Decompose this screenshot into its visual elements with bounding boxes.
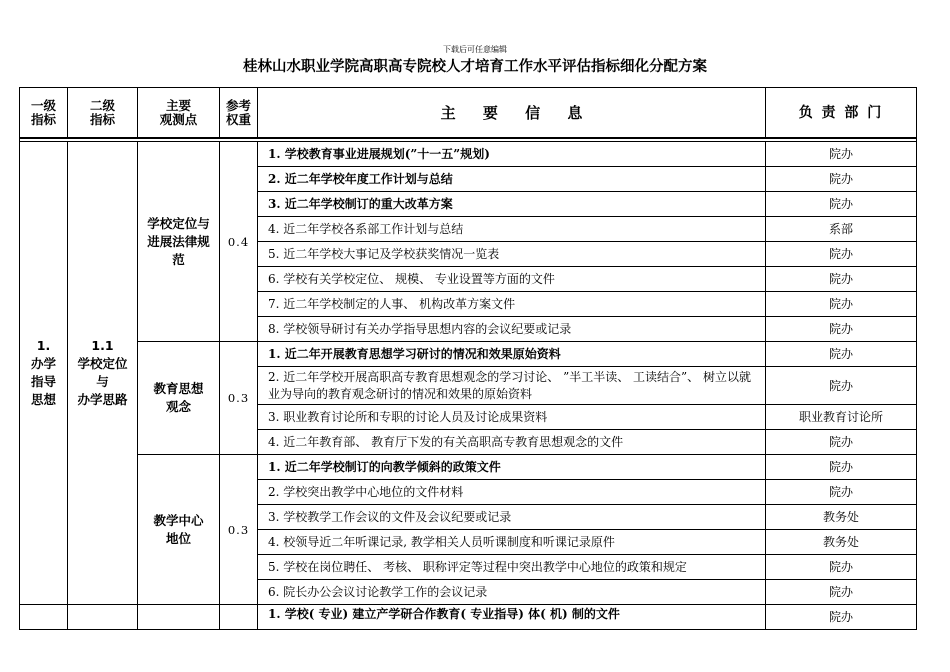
department-cell: 院办 (766, 317, 917, 342)
reference-weight: 0.3 (220, 342, 258, 455)
table-row (20, 342, 917, 367)
main-info-cell: 5. 近二年学校大事记及学校获奖情况一览表 (258, 242, 766, 267)
department-cell: 院办 (766, 142, 917, 167)
header-main-info: 主 要 信 息 (258, 88, 766, 139)
header-level2: 二级 指标 (68, 88, 138, 139)
department-cell: 院办 (766, 292, 917, 317)
department-cell: 院办 (766, 267, 917, 292)
level1-indicator: 1. 办学 指导 思想 (20, 142, 68, 605)
department-cell: 院办 (766, 242, 917, 267)
empty-cell (20, 605, 68, 630)
main-info-cell: 5. 学校在岗位聘任、 考核、 职称评定等过程中突出教学中心地位的政策和规定 (258, 555, 766, 580)
main-info-cell: 6. 院长办公会议讨论教学工作的会议记录 (258, 580, 766, 605)
main-info-cell: 6. 学校有关学校定位、 规模、 专业设置等方面的文件 (258, 267, 766, 292)
download-note: 下载后可任意编辑 (443, 45, 507, 54)
observation-point: 学校定位与 进展法律规 范 (138, 142, 220, 342)
department-cell: 院办 (766, 342, 917, 367)
main-info-cell: 2. 近二年学校年度工作计划与总结 (258, 167, 766, 192)
observation-point: 教学中心 地位 (138, 455, 220, 605)
indicator-table (19, 87, 917, 630)
main-info-cell: 1. 近二年开展教育思想学习研讨的情况和效果原始资料 (258, 342, 766, 367)
document-title: 桂林山水职业学院高职高专院校人才培育工作水平评估指标细化分配方案 (243, 59, 707, 75)
department-cell: 职业教育讨论所 (766, 405, 917, 430)
department-cell: 院办 (766, 367, 917, 405)
main-info-cell: 1. 近二年学校制订的向教学倾斜的政策文件 (258, 455, 766, 480)
main-info-cell: 2. 学校突出教学中心地位的文件材料 (258, 480, 766, 505)
header-level1: 一级 指标 (20, 88, 68, 139)
main-info-cell: 2. 近二年学校开展高职高专教育思想观念的学习讨论、 ”半工半读、 工读结合”、 树立以就业为导向的教育观念研讨的情况和效果的原始资料 (258, 367, 766, 405)
main-info-cell: 3. 职业教育讨论所和专职的讨论人员及讨论成果资料 (258, 405, 766, 430)
observation-point: 教育思想 观念 (138, 342, 220, 455)
empty-cell (138, 605, 220, 630)
main-info-cell: 4. 近二年教育部、 教育厅下发的有关高职高专教育思想观念的文件 (258, 430, 766, 455)
main-info-cell: 3. 近二年学校制订的重大改革方案 (258, 192, 766, 217)
department-cell: 院办 (766, 555, 917, 580)
department-cell: 院办 (766, 480, 917, 505)
department-cell: 教务处 (766, 530, 917, 555)
reference-weight: 0.3 (220, 455, 258, 605)
main-info-cell: 4. 校领导近二年听课记录, 教学相关人员听课制度和听课记录原件 (258, 530, 766, 555)
department-cell: 院办 (766, 167, 917, 192)
main-info-cell: 1. 学校教育事业进展规划(”十一五”规划) (258, 142, 766, 167)
level2-indicator: 1.1 学校定位 与 办学思路 (68, 142, 138, 605)
department-cell: 院办 (766, 455, 917, 480)
department-cell: 院办 (766, 605, 917, 630)
header-department: 负 责 部 门 (766, 88, 917, 139)
department-cell: 系部 (766, 217, 917, 242)
table-row (20, 142, 917, 167)
department-cell: 院办 (766, 192, 917, 217)
reference-weight: 0.4 (220, 142, 258, 342)
department-cell: 院办 (766, 580, 917, 605)
main-info-cell: 8. 学校领导研讨有关办学指导思想内容的会议纪要或记录 (258, 317, 766, 342)
main-info-cell: 7. 近二年学校制定的人事、 机构改革方案文件 (258, 292, 766, 317)
main-info-cell: 3. 学校教学工作会议的文件及会议纪要或记录 (258, 505, 766, 530)
main-info-cell: 1. 学校( 专业) 建立产学研合作教育( 专业指导) 体( 机) 制的文件 (258, 605, 766, 630)
table-row (20, 605, 917, 630)
department-cell: 院办 (766, 430, 917, 455)
main-info-cell: 4. 近二年学校各系部工作计划与总结 (258, 217, 766, 242)
header-weight: 参考 权重 (220, 88, 258, 139)
table-row (20, 455, 917, 480)
empty-cell (220, 605, 258, 630)
department-cell: 教务处 (766, 505, 917, 530)
header-observation: 主要 观测点 (138, 88, 220, 139)
empty-cell (68, 605, 138, 630)
